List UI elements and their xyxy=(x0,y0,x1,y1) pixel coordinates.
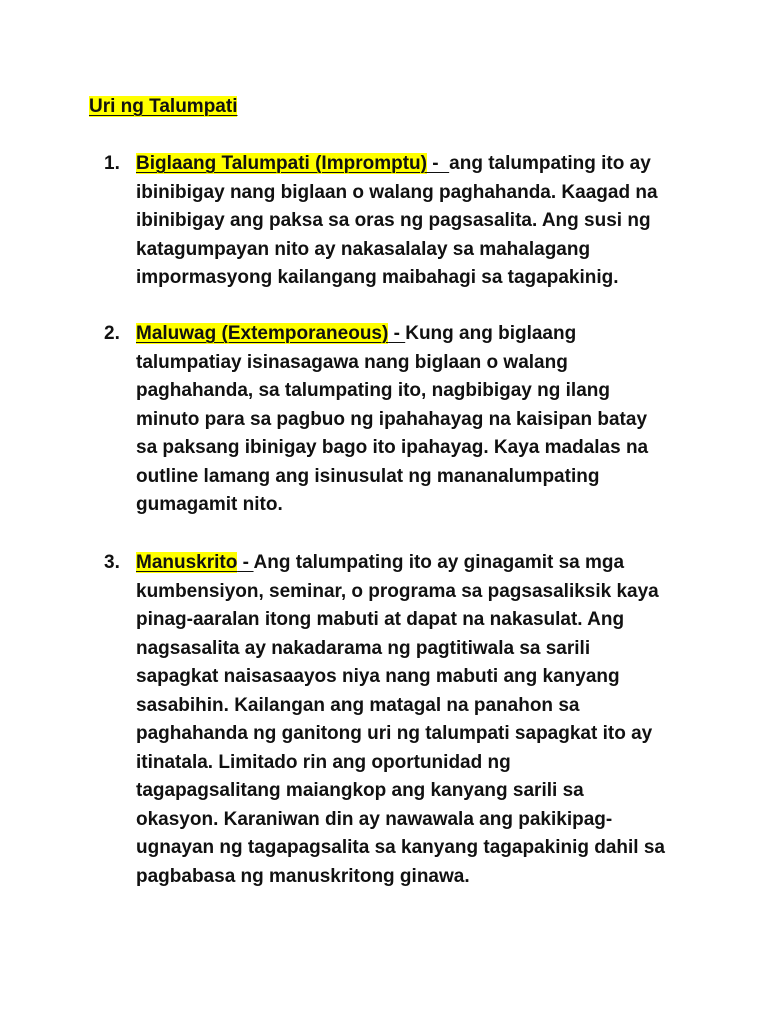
list-item-text: Ang talumpating ito ay ginagamit sa mga xyxy=(253,552,625,573)
list-item-term: Biglaang Talumpati (Impromptu) xyxy=(136,153,427,174)
list-item-number: 1. xyxy=(104,153,120,174)
list-item-text: Kung ang biglaang xyxy=(405,323,577,344)
list-item-biglaang-talumpati xyxy=(104,150,704,293)
list-item-line: sasabihin. Kailangan ang matagal na panahon sa xyxy=(136,694,580,716)
list-item-line xyxy=(136,150,704,179)
list-item-line: talumpatiay isinasagawa nang biglaan o walang xyxy=(136,351,568,373)
list-item-line: kumbensiyon, seminar, o programa sa pagsasaliksik kaya xyxy=(136,580,659,602)
list-item-line: pinag-aaralan itong mabuti at dapat na nakasulat. Ang xyxy=(136,609,625,630)
list-item-maluwag xyxy=(104,320,704,520)
list-item-line: ugnayan ng tagapagsalita sa kanyang tagapakinig dahil sa xyxy=(136,837,665,858)
list-item-line: paghahanda, sa talumpating ito, nagbibigay ng ilang xyxy=(136,380,610,401)
list-item-separator: - xyxy=(426,153,450,174)
list-item-line: ibinibigay nang biglaan o walang paghahanda. Kaagad na xyxy=(136,181,658,203)
list-item-line: minuto para sa pagbuo ng ipahahayag na kaisipan batay xyxy=(136,408,648,430)
document-title xyxy=(89,93,237,121)
list-item-line: tagapagsalitang maiangkop ang kanyang sarili sa xyxy=(136,780,584,801)
list-item-body xyxy=(136,150,704,293)
document-title-text: Uri ng Talumpati xyxy=(89,96,238,117)
list-item-separator: - xyxy=(237,552,254,573)
list-item-line: ibinibigay ang paksa sa oras ng pagsasalita. Ang susi ng xyxy=(136,210,651,231)
list-item-term: Maluwag (Extemporaneous) xyxy=(136,323,389,344)
list-item-body xyxy=(136,320,704,520)
list-item-line: itinatala. Limitado rin ang oportunidad ng xyxy=(136,751,511,773)
list-item-term: Manuskrito xyxy=(136,552,238,573)
list-item-line: paghahanda ng ganitong uri ng talumpati sapagkat ito ay xyxy=(136,723,653,744)
list-item-text: ang talumpating ito ay xyxy=(449,153,651,174)
list-item-number: 2. xyxy=(104,323,120,344)
list-item-line: sa paksang ibinigay bago ito ipahayag. Kaya madalas na xyxy=(136,437,649,458)
list-item-body xyxy=(136,549,704,891)
list-item-line: sapagkat naisasaayos niya nang mabuti ang kanyang xyxy=(136,666,620,687)
list-item-line: gumagamit nito. xyxy=(136,494,283,515)
list-item-number: 3. xyxy=(104,552,120,573)
list-item-line xyxy=(136,320,704,349)
list-item-line: katagumpayan nito ay nakasalalay sa mahalagang xyxy=(136,238,591,260)
list-item-line: impormasyong kailangang maibahagi sa tagapakinig. xyxy=(136,267,619,288)
list-item-line: nagsasalita ay nakadarama ng pagtitiwala sa sarili xyxy=(136,637,591,659)
list-item-separator: - xyxy=(388,323,406,344)
list-item-manuskrito xyxy=(104,549,704,891)
list-item-line: outline lamang ang isinusulat ng mananalumpating xyxy=(136,465,600,487)
list-item-line xyxy=(136,549,704,578)
list-item-line: pagbabasa ng manuskritong ginawa. xyxy=(136,865,470,887)
list-item-line: okasyon. Karaniwan din ay nawawala ang pakikipag- xyxy=(136,808,613,830)
